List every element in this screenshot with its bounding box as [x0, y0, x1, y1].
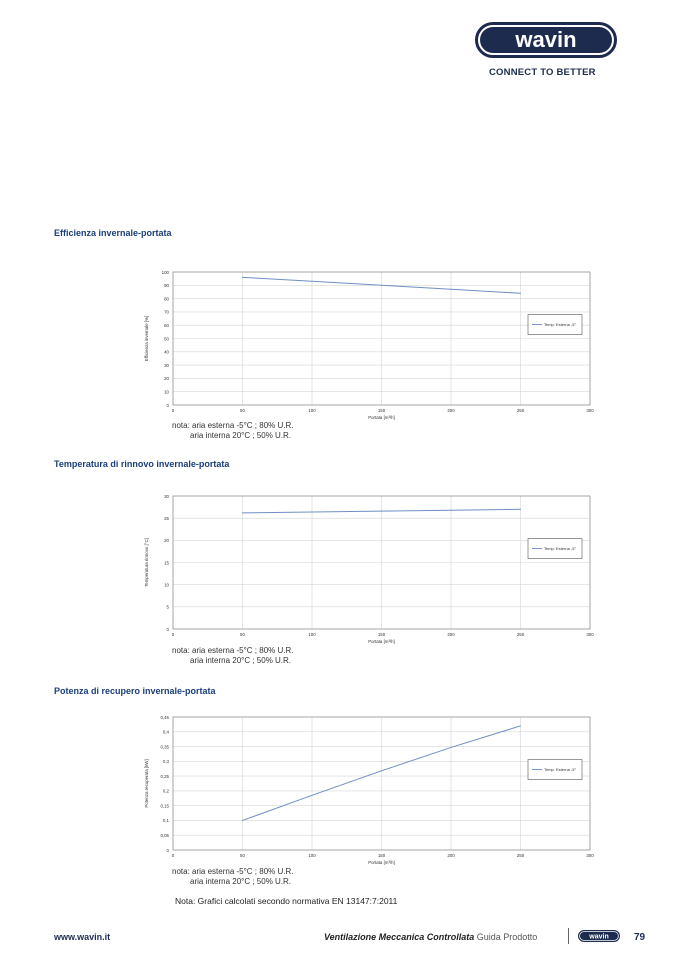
y-tick-label: 0 [166, 402, 169, 408]
x-tick-label: 0 [171, 632, 175, 637]
y-tick-label: 60 [164, 323, 169, 328]
y-tick-label: 0,35 [160, 744, 169, 750]
data-point [312, 281, 313, 282]
x-tick-label: 100 [308, 632, 316, 637]
y-tick-label: 90 [164, 283, 169, 289]
y-tick-label: 25 [164, 515, 169, 521]
y-tick-label: 70 [164, 309, 169, 315]
x-tick-label: 200 [447, 408, 455, 413]
x-axis-label: Portata [m³/h] [368, 639, 395, 644]
y-tick-label: 0,3 [162, 759, 169, 765]
y-tick-label: 0,15 [160, 803, 169, 809]
footer-divider [568, 928, 569, 944]
legend-label: Temp. Esterna -5° [544, 546, 577, 552]
y-tick-label: 20 [164, 376, 169, 382]
x-tick-label: 150 [377, 632, 386, 637]
data-point [242, 512, 243, 513]
data-point [381, 285, 382, 286]
doc-subtitle: Guida Prodotto [476, 932, 538, 942]
power-chart [140, 711, 605, 871]
y-tick-label: 100 [161, 269, 169, 275]
x-tick-label: 300 [586, 408, 594, 413]
footer-wavin-logo [578, 930, 620, 942]
note-line-2: aria interna 20°C ; 50% U.R. [190, 431, 292, 440]
y-tick-label: 0,1 [162, 818, 169, 824]
y-tick-label: 0 [166, 626, 169, 632]
x-tick-label: 100 [308, 853, 316, 858]
note-line-1: nota: aria esterna -5°C ; 80% U.R. [172, 867, 294, 876]
data-point [520, 725, 521, 726]
y-tick-label: 30 [164, 493, 169, 499]
x-tick-label: 250 [516, 408, 525, 413]
y-tick-label: 80 [164, 296, 169, 302]
x-tick-label: 100 [308, 408, 316, 413]
doc-title: Ventilazione Meccanica Controllata [324, 932, 475, 942]
note-line-2: aria interna 20°C ; 50% U.R. [190, 656, 292, 665]
section-title-temperature: Temperatura di rinnovo invernale-portata [54, 459, 230, 469]
data-point [520, 509, 521, 510]
chart-svg [140, 490, 605, 650]
logo-text: wavin [515, 27, 577, 52]
chart-svg [140, 266, 605, 426]
x-axis-label: Portata [m³/h] [368, 860, 395, 865]
footer-doc-title [324, 932, 537, 942]
legend-label: Temp. Esterna -5° [544, 322, 577, 328]
x-tick-label: 150 [377, 408, 386, 413]
y-tick-label: 0 [166, 847, 169, 853]
data-point [451, 747, 452, 748]
data-point [381, 511, 382, 512]
x-tick-label: 250 [516, 632, 525, 637]
data-point [451, 289, 452, 290]
data-point [381, 770, 382, 771]
y-tick-label: 10 [164, 389, 169, 395]
temperature-chart [140, 490, 605, 650]
y-tick-label: 30 [164, 362, 169, 368]
y-tick-label: 10 [164, 582, 169, 588]
y-tick-label: 0,2 [162, 788, 169, 794]
y-tick-label: 5 [166, 604, 169, 610]
footer-url-link[interactable]: www.wavin.it [54, 932, 111, 942]
x-tick-label: 50 [240, 853, 245, 858]
x-tick-label: 200 [447, 632, 455, 637]
y-tick-label: 0,05 [160, 833, 169, 839]
note-line-1: nota: aria esterna -5°C ; 80% U.R. [172, 421, 294, 430]
note-power [172, 867, 293, 887]
x-tick-label: 300 [586, 853, 594, 858]
data-point [520, 293, 521, 294]
x-tick-label: 200 [447, 853, 455, 858]
x-tick-label: 0 [171, 408, 175, 413]
y-axis-label: Temperatura rinnovo [°C] [144, 538, 149, 587]
legend-label: Temp. Esterna -5° [544, 767, 577, 773]
x-tick-label: 50 [240, 632, 245, 637]
y-tick-label: 0,4 [162, 729, 169, 735]
efficiency-chart [140, 266, 605, 426]
data-point [312, 511, 313, 512]
y-axis-label: Potenza recuperata [kW] [144, 759, 149, 808]
y-tick-label: 15 [164, 560, 169, 566]
note-efficiency [172, 421, 293, 441]
section-title-efficiency: Efficienza invernale-portata [54, 228, 172, 238]
data-point [312, 795, 313, 796]
page-number: 79 [634, 932, 646, 943]
x-tick-label: 0 [171, 853, 175, 858]
wavin-logo [475, 22, 617, 58]
y-tick-label: 50 [164, 336, 169, 342]
x-axis-label: Portata [m³/h] [368, 415, 395, 420]
calculation-footnote: Nota: Grafici calcolati secondo normativa EN 13147:7:2011 [175, 896, 398, 906]
x-tick-label: 300 [586, 632, 594, 637]
x-tick-label: 50 [240, 408, 245, 413]
data-point [451, 510, 452, 511]
note-temperature [172, 646, 293, 666]
x-tick-label: 150 [377, 853, 386, 858]
y-tick-label: 0,45 [160, 714, 169, 720]
y-tick-label: 40 [164, 349, 169, 355]
note-line-1: nota: aria esterna -5°C ; 80% U.R. [172, 646, 294, 655]
section-title-power: Potenza di recupero invernale-portata [54, 686, 216, 696]
y-axis-label: Efficienza invernale [%] [144, 315, 149, 362]
y-tick-label: 20 [164, 538, 169, 544]
footer-logo-text: wavin [589, 933, 609, 941]
note-line-2: aria interna 20°C ; 50% U.R. [190, 877, 292, 886]
y-tick-label: 0,25 [160, 773, 169, 779]
tagline: CONNECT TO BETTER [489, 67, 596, 78]
data-point [242, 277, 243, 278]
chart-svg [140, 711, 605, 871]
x-tick-label: 250 [516, 853, 525, 858]
data-point [242, 820, 243, 821]
